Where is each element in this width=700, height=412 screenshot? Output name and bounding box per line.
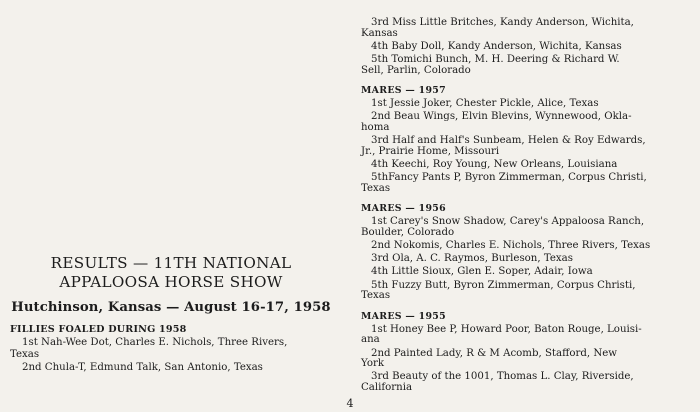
entry-continuation: Texas <box>361 290 391 302</box>
entry-continuation: Kansas <box>361 27 398 39</box>
entry-continuation: Texas <box>361 182 391 194</box>
result-entry <box>361 349 691 370</box>
entry-continuation: Texas <box>10 348 40 360</box>
result-entry <box>361 42 691 53</box>
result-entry <box>361 112 691 133</box>
entry-continuation: California <box>361 381 413 393</box>
entry-line: 3rd Half and Half's Sunbeam, Helen & Roy Edwards, <box>371 135 646 147</box>
entry-line: 3rd Ola, A. C. Raymos, Burleson, Texas <box>371 253 573 265</box>
entry-line: 5thFancy Pants P, Byron Zimmerman, Corpus Christi, <box>371 172 647 184</box>
entry-line: 2nd Painted Lady, R & M Acomb, Stafford, New <box>371 347 618 359</box>
document-title <box>10 254 332 292</box>
result-entry <box>361 173 691 194</box>
entry-line: 1st Carey's Snow Shadow, Carey's Appaloosa Ranch, <box>371 216 645 228</box>
entry-line: 1st Nah-Wee Dot, Charles E. Nichols, Three Rivers, <box>22 337 288 348</box>
section-heading-mares-1956: MARES — 1956 <box>361 203 446 215</box>
entry-continuation: York <box>361 358 385 370</box>
right-column <box>361 18 691 396</box>
entry-continuation: Boulder, Colorado <box>361 226 455 238</box>
show-location-date: Hutchinson, Kansas — August 16-17, 1958 <box>11 300 331 315</box>
entry-continuation: homa <box>361 121 390 133</box>
result-entry <box>361 325 691 346</box>
result-entry <box>361 99 691 110</box>
entry-line: 2nd Beau Wings, Elvin Blevins, Wynnewood, Okla- <box>371 111 632 123</box>
entry-continuation: Jr., Prairie Home, Missouri <box>361 145 500 157</box>
title-line-2: APPALOOSA HORSE SHOW <box>59 273 283 291</box>
page-number: 4 <box>346 397 354 410</box>
entry-line: 4th Little Sioux, Glen E. Soper, Adair, Iowa <box>371 266 593 278</box>
result-entry <box>361 372 691 393</box>
result-entry <box>361 217 691 238</box>
entry-line: 3rd Miss Little Britches, Kandy Anderson, Wichita, <box>371 17 634 28</box>
entry-line: 2nd Chula-T, Edmund Talk, San Antonio, Texas <box>22 362 263 373</box>
entry-line: 3rd Beauty of the 1001, Thomas L. Clay, Riverside, <box>371 371 634 383</box>
entry-continuation: Sell, Parlin, Colorado <box>361 64 471 76</box>
result-entry <box>10 362 332 374</box>
result-entry <box>361 55 691 76</box>
entry-line: 4th Baby Doll, Kandy Anderson, Wichita, Kansas <box>371 40 622 52</box>
entry-line: 5th Fuzzy Butt, Byron Zimmerman, Corpus Christi, <box>371 279 636 291</box>
result-entry <box>10 337 332 360</box>
entry-line: 2nd Nokomis, Charles E. Nichols, Three Rivers, Texas <box>371 240 651 252</box>
section-heading-mares-1957: MARES — 1957 <box>361 85 446 97</box>
result-entry <box>361 281 691 302</box>
section-heading-mares-1955: MARES — 1955 <box>361 310 446 322</box>
result-entry <box>361 136 691 157</box>
section-heading-fillies: FILLIES FOALED DURING 1958 <box>10 324 187 335</box>
result-entry <box>361 160 691 171</box>
entry-line: 1st Jessie Joker, Chester Pickle, Alice, Texas <box>371 98 599 110</box>
result-entry <box>361 254 691 265</box>
entry-line: 4th Keechi, Roy Young, New Orleans, Louisiana <box>371 158 618 170</box>
result-entry <box>361 267 691 278</box>
title-line-1: RESULTS — 11TH NATIONAL <box>50 254 292 272</box>
result-entry <box>361 18 691 39</box>
left-column <box>10 254 332 374</box>
entry-line: 1st Honey Bee P, Howard Poor, Baton Rouge, Louisi- <box>371 323 642 335</box>
entry-line: 5th Tomichi Bunch, M. H. Deering & Richard W. <box>371 53 620 65</box>
result-entry <box>361 241 691 252</box>
entry-continuation: ana <box>361 334 380 346</box>
